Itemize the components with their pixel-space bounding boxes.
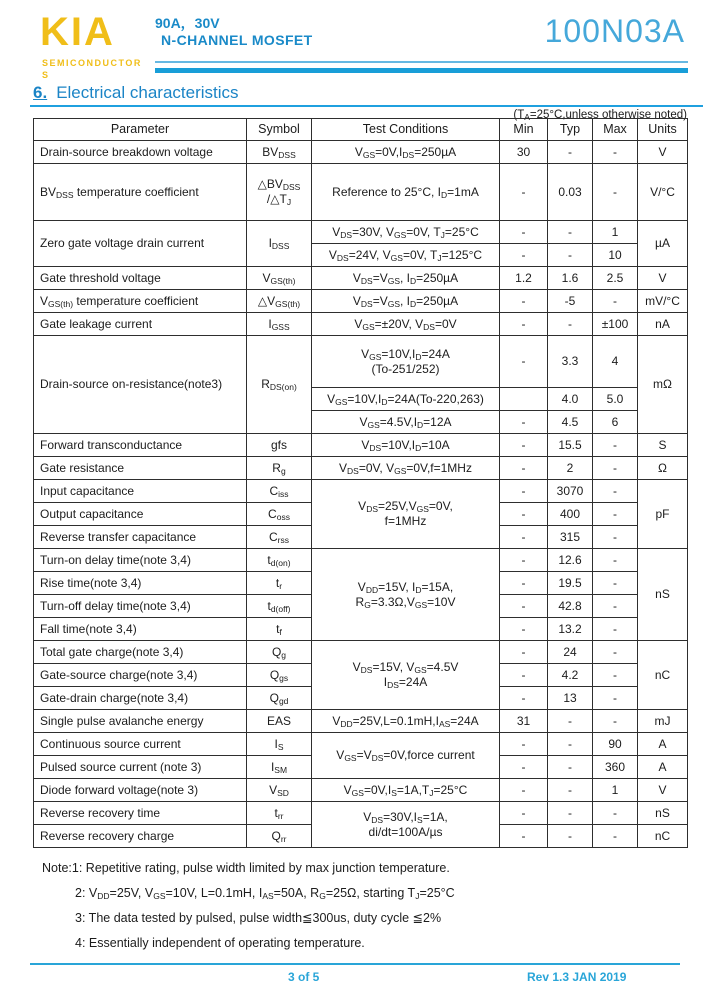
- table-cell: -: [593, 480, 638, 503]
- table-cell: $t_r$: [247, 572, 312, 595]
- table-cell: 1: [593, 779, 638, 802]
- table-cell: 3.3: [548, 336, 593, 388]
- table-cell: 315: [548, 526, 593, 549]
- table-cell: Fall time(note 3,4): [34, 618, 247, 641]
- note-text: The data tested by pulsed, pulse width≦300us, duty cycle ≦2%: [85, 911, 442, 925]
- table-cell: Drain-source breakdown voltage: [34, 141, 247, 164]
- table-cell: -: [548, 221, 593, 244]
- table-cell: Forward transconductance: [34, 434, 247, 457]
- table-cell: 42.8: [548, 595, 593, 618]
- note-label: 2:: [75, 886, 86, 900]
- table-cell: $V_{DD}=15V$, $I_D=15A$, $R_G=3.3\Omega,V_{GS}=10V$: [312, 549, 500, 641]
- note-line: [42, 886, 682, 901]
- table-cell: -: [593, 618, 638, 641]
- section-rule: [30, 105, 703, 107]
- table-cell: -: [500, 164, 548, 221]
- table-row: [34, 267, 688, 290]
- table-cell: $R_g$: [247, 457, 312, 480]
- table-row: [34, 641, 688, 664]
- table-cell: $\triangle V_{GS(th)}$: [247, 290, 312, 313]
- table-cell: $V_{DS}=24V$, $V_{GS}=0V$, $T_J=125^\circ C$: [312, 244, 500, 267]
- header-rule-thin: [155, 61, 688, 63]
- table-cell: -: [500, 687, 548, 710]
- rating-text: 90A，30V: [155, 15, 220, 31]
- table-cell: -: [593, 549, 638, 572]
- column-header: Symbol: [247, 119, 312, 141]
- table-cell: -: [593, 595, 638, 618]
- table-cell: $V_{SD}$: [247, 779, 312, 802]
- table-cell: -: [593, 802, 638, 825]
- table-row: [34, 549, 688, 572]
- table-cell: -: [500, 457, 548, 480]
- table-cell: -: [500, 618, 548, 641]
- table-cell: -: [548, 244, 593, 267]
- column-header: Units: [638, 119, 688, 141]
- table-cell: $BV_{DSS}$ temperature coefficient: [34, 164, 247, 221]
- table-cell: Gate-source charge(note 3,4): [34, 664, 247, 687]
- table-cell: -: [500, 244, 548, 267]
- table-cell: $C_{iss}$: [247, 480, 312, 503]
- table-cell: Continuous source current: [34, 733, 247, 756]
- table-cell: $V_{DS}=30V$, $V_{GS}=0V$, $T_J=25^\circ C$: [312, 221, 500, 244]
- table-cell: -: [593, 434, 638, 457]
- table-cell: $I_{SM}$: [247, 756, 312, 779]
- table-body: [34, 141, 688, 848]
- table-cell: $V_{DS}=30V,I_S=1A$, di/dt=100A/µs: [312, 802, 500, 848]
- note-line: [42, 911, 682, 926]
- table-cell: 0.03: [548, 164, 593, 221]
- table-cell: $t_{d(on)}$: [247, 549, 312, 572]
- table-cell: Drain-source on-resistance(note3): [34, 336, 247, 434]
- table-cell: nS: [638, 549, 688, 641]
- table-cell: $V_{DS}=10V,I_D=10A$: [312, 434, 500, 457]
- table-cell: Turn-off delay time(note 3,4): [34, 595, 247, 618]
- table-cell: -: [593, 164, 638, 221]
- table-cell: -: [593, 641, 638, 664]
- table-cell: -: [548, 756, 593, 779]
- table-cell: 24: [548, 641, 593, 664]
- table-cell: $t_f$: [247, 618, 312, 641]
- table-cell: nA: [638, 313, 688, 336]
- table-cell: $Q_{gs}$: [247, 664, 312, 687]
- table-header-row: [34, 119, 688, 141]
- table-cell: EAS: [247, 710, 312, 733]
- logo-subtitle: SEMICONDUCTOR: [42, 58, 142, 68]
- table-cell: V/°C: [638, 164, 688, 221]
- table-cell: 2.5: [593, 267, 638, 290]
- table-row: [34, 141, 688, 164]
- table-cell: -: [593, 526, 638, 549]
- notes: [42, 861, 682, 961]
- table-cell: $Q_g$: [247, 641, 312, 664]
- table-cell: -: [500, 549, 548, 572]
- table-cell: Zero gate voltage drain current: [34, 221, 247, 267]
- table-cell: -: [500, 825, 548, 848]
- table-cell: -: [593, 457, 638, 480]
- table-cell: 12.6: [548, 549, 593, 572]
- table-cell: -: [548, 825, 593, 848]
- table-cell: Rise time(note 3,4): [34, 572, 247, 595]
- table-cell: Gate leakage current: [34, 313, 247, 336]
- table-cell: $V_{DS}=V_{GS}$, $I_D=250\mu A$: [312, 290, 500, 313]
- table-cell: -: [500, 290, 548, 313]
- table-cell: 13: [548, 687, 593, 710]
- table-cell: 5.0: [593, 388, 638, 411]
- column-header: Typ: [548, 119, 593, 141]
- table-cell: pF: [638, 480, 688, 549]
- table-cell: 2: [548, 457, 593, 480]
- table-cell: $V_{DS}=0V$, $V_{GS}=0V,f=1MHz$: [312, 457, 500, 480]
- table-cell: -: [593, 503, 638, 526]
- table-cell: 4.2: [548, 664, 593, 687]
- table-cell: $V_{GS}=\pm 20V$, $V_{DS}=0V$: [312, 313, 500, 336]
- table-cell: V: [638, 141, 688, 164]
- table-cell: -: [500, 733, 548, 756]
- table-cell: -: [593, 141, 638, 164]
- table-row: [34, 779, 688, 802]
- condition-note: ($T_A=25^\circ C,unless$ otherwise noted): [513, 109, 687, 122]
- table-cell: mΩ: [638, 336, 688, 434]
- table-cell: 6: [593, 411, 638, 434]
- table-cell: 4.0: [548, 388, 593, 411]
- table-cell: mJ: [638, 710, 688, 733]
- table-cell: -: [500, 221, 548, 244]
- electrical-characteristics-table: [33, 118, 688, 848]
- table-cell: $V_{GS}=4.5V,I_D=12A$: [312, 411, 500, 434]
- logo-subtitle-wrap: S: [42, 70, 50, 80]
- table-cell: 400: [548, 503, 593, 526]
- column-header: Max: [593, 119, 638, 141]
- note-label: 4:: [75, 936, 86, 950]
- table-cell: -: [593, 290, 638, 313]
- table-cell: $Q_{rr}$: [247, 825, 312, 848]
- table-cell: Reverse transfer capacitance: [34, 526, 247, 549]
- table-cell: Diode forward voltage(note 3): [34, 779, 247, 802]
- note-label: Note:1:: [42, 861, 83, 875]
- table-cell: Gate resistance: [34, 457, 247, 480]
- table-cell: $t_{rr}$: [247, 802, 312, 825]
- table-cell: V: [638, 267, 688, 290]
- table-cell: -: [548, 313, 593, 336]
- table-row: [34, 480, 688, 503]
- table-cell: Turn-on delay time(note 3,4): [34, 549, 247, 572]
- table-cell: -: [593, 825, 638, 848]
- note-label: 3:: [75, 911, 86, 925]
- table-row: [34, 434, 688, 457]
- table-cell: -: [500, 572, 548, 595]
- table-cell: 4: [593, 336, 638, 388]
- table-cell: -: [593, 687, 638, 710]
- table-cell: mV/°C: [638, 290, 688, 313]
- column-header: Parameter: [34, 119, 247, 141]
- table-cell: -: [500, 756, 548, 779]
- table-row: [34, 336, 688, 388]
- table-cell: $I_{DSS}$: [247, 221, 312, 267]
- page-number: 3 of 5: [288, 970, 320, 984]
- table-cell: $V_{DS}=V_{GS}$, $I_D=250\mu A$: [312, 267, 500, 290]
- table-cell: $V_{GS(th)}$ temperature coefficient: [34, 290, 247, 313]
- table-cell: $Q_{gd}$: [247, 687, 312, 710]
- table-cell: -: [548, 779, 593, 802]
- table-cell: A: [638, 756, 688, 779]
- table-cell: 15.5: [548, 434, 593, 457]
- table-cell: $R_{DS(on)}$: [247, 336, 312, 434]
- table-row: [34, 802, 688, 825]
- table-cell: Single pulse avalanche energy: [34, 710, 247, 733]
- note-text: Repetitive rating, pulse width limited by max junction temperature.: [82, 861, 450, 875]
- table-row: [34, 710, 688, 733]
- section-heading: [33, 83, 239, 103]
- note-text: Essentially independent of operating temperature.: [85, 936, 365, 950]
- table-cell: $t_{d(off)}$: [247, 595, 312, 618]
- table-cell: -: [500, 779, 548, 802]
- table-cell: $V_{DS}=25V,V_{GS}=0V$, f=1MHz: [312, 480, 500, 549]
- note-line: [42, 936, 682, 951]
- table-cell: µA: [638, 221, 688, 267]
- table-cell: $V_{GS}=10V,I_D=24A$ (To-251/252): [312, 336, 500, 388]
- table-cell: -: [500, 411, 548, 434]
- table-cell: $I_S$: [247, 733, 312, 756]
- table-cell: Total gate charge(note 3,4): [34, 641, 247, 664]
- table-cell: Output capacitance: [34, 503, 247, 526]
- part-number: 100N03A: [544, 13, 685, 49]
- column-header: Test Conditions: [312, 119, 500, 141]
- table-cell: -: [500, 480, 548, 503]
- table-cell: $V_{DS}=15V$, $V_{GS}=4.5V$ $I_{DS}=24A$: [312, 641, 500, 710]
- table-cell: -: [593, 710, 638, 733]
- table-cell: -: [500, 434, 548, 457]
- table-cell: Reverse recovery time: [34, 802, 247, 825]
- table-cell: 4.5: [548, 411, 593, 434]
- table-cell: -: [548, 802, 593, 825]
- section-number: 6.: [33, 83, 48, 102]
- table-cell: $V_{GS}=V_{DS}=0V,force$ current: [312, 733, 500, 779]
- table-cell: 360: [593, 756, 638, 779]
- table-cell: 1.6: [548, 267, 593, 290]
- table-row: [34, 221, 688, 244]
- header-rule-thick: [155, 68, 688, 73]
- table-cell: V: [638, 779, 688, 802]
- section-title: Electrical characteristics: [56, 83, 239, 102]
- table-cell: ±100: [593, 313, 638, 336]
- table-cell: $V_{GS}=0V,I_{DS}=250\mu A$: [312, 141, 500, 164]
- note-text: $V_{DD}=25V$, $V_{GS}=10V$, L=0.1mH, $I_{AS}=50A$, $R_G=25\Omega$, starting $T_J=25^\circ C$: [85, 886, 455, 901]
- table-cell: Reference to 25°C, $I_D=1mA$: [312, 164, 500, 221]
- table-cell: 1.2: [500, 267, 548, 290]
- footer-rule: [30, 963, 680, 965]
- table-cell: -: [593, 664, 638, 687]
- table-cell: 30: [500, 141, 548, 164]
- table-cell: Gate threshold voltage: [34, 267, 247, 290]
- table-cell: A: [638, 733, 688, 756]
- table-cell: -: [500, 526, 548, 549]
- table-cell: $\triangle BV_{DSS}$ $/\triangle T_J$: [247, 164, 312, 221]
- kia-logo: KIA: [40, 10, 115, 54]
- table-cell: -: [548, 733, 593, 756]
- table-cell: $V_{GS(th)}$: [247, 267, 312, 290]
- table-cell: $V_{DD}=25V,L=0.1mH,I_{AS}=24A$: [312, 710, 500, 733]
- table-cell: -: [500, 595, 548, 618]
- table-cell: 13.2: [548, 618, 593, 641]
- table-cell: 10: [593, 244, 638, 267]
- table-cell: $V_{GS}=0V,I_S=1A,T_J=25^\circ C$: [312, 779, 500, 802]
- table-row: [34, 290, 688, 313]
- table-cell: nC: [638, 825, 688, 848]
- table-cell: Input capacitance: [34, 480, 247, 503]
- table-cell: 19.5: [548, 572, 593, 595]
- table-cell: -: [500, 641, 548, 664]
- table-cell: 3070: [548, 480, 593, 503]
- table-cell: -: [500, 313, 548, 336]
- column-header: Min: [500, 119, 548, 141]
- table-cell: Gate-drain charge(note 3,4): [34, 687, 247, 710]
- table-cell: Pulsed source current (note 3): [34, 756, 247, 779]
- table-row: [34, 733, 688, 756]
- table-cell: -: [500, 664, 548, 687]
- table-cell: [500, 388, 548, 411]
- table-cell: 31: [500, 710, 548, 733]
- table-cell: $C_{rss}$: [247, 526, 312, 549]
- table-cell: -: [500, 336, 548, 388]
- table-cell: 90: [593, 733, 638, 756]
- table-cell: $I_{GSS}$: [247, 313, 312, 336]
- table-cell: Reverse recovery charge: [34, 825, 247, 848]
- table-cell: -: [548, 710, 593, 733]
- table-cell: S: [638, 434, 688, 457]
- table-row: [34, 313, 688, 336]
- table-cell: nS: [638, 802, 688, 825]
- table-cell: -5: [548, 290, 593, 313]
- table-cell: $C_{oss}$: [247, 503, 312, 526]
- table-cell: -: [500, 802, 548, 825]
- table-row: [34, 164, 688, 221]
- table-cell: Ω: [638, 457, 688, 480]
- note-line: [42, 861, 682, 876]
- table-cell: $BV_{DSS}$: [247, 141, 312, 164]
- table-cell: -: [548, 141, 593, 164]
- revision: Rev 1.3 JAN 2019: [527, 970, 627, 984]
- table-row: [34, 457, 688, 480]
- table-cell: $V_{GS}=10V,I_D=24A(To-220,263)$: [312, 388, 500, 411]
- table-cell: -: [500, 503, 548, 526]
- table-cell: gfs: [247, 434, 312, 457]
- table-cell: -: [593, 572, 638, 595]
- device-type: N-CHANNEL MOSFET: [161, 32, 313, 48]
- table-cell: 1: [593, 221, 638, 244]
- table-cell: nC: [638, 641, 688, 710]
